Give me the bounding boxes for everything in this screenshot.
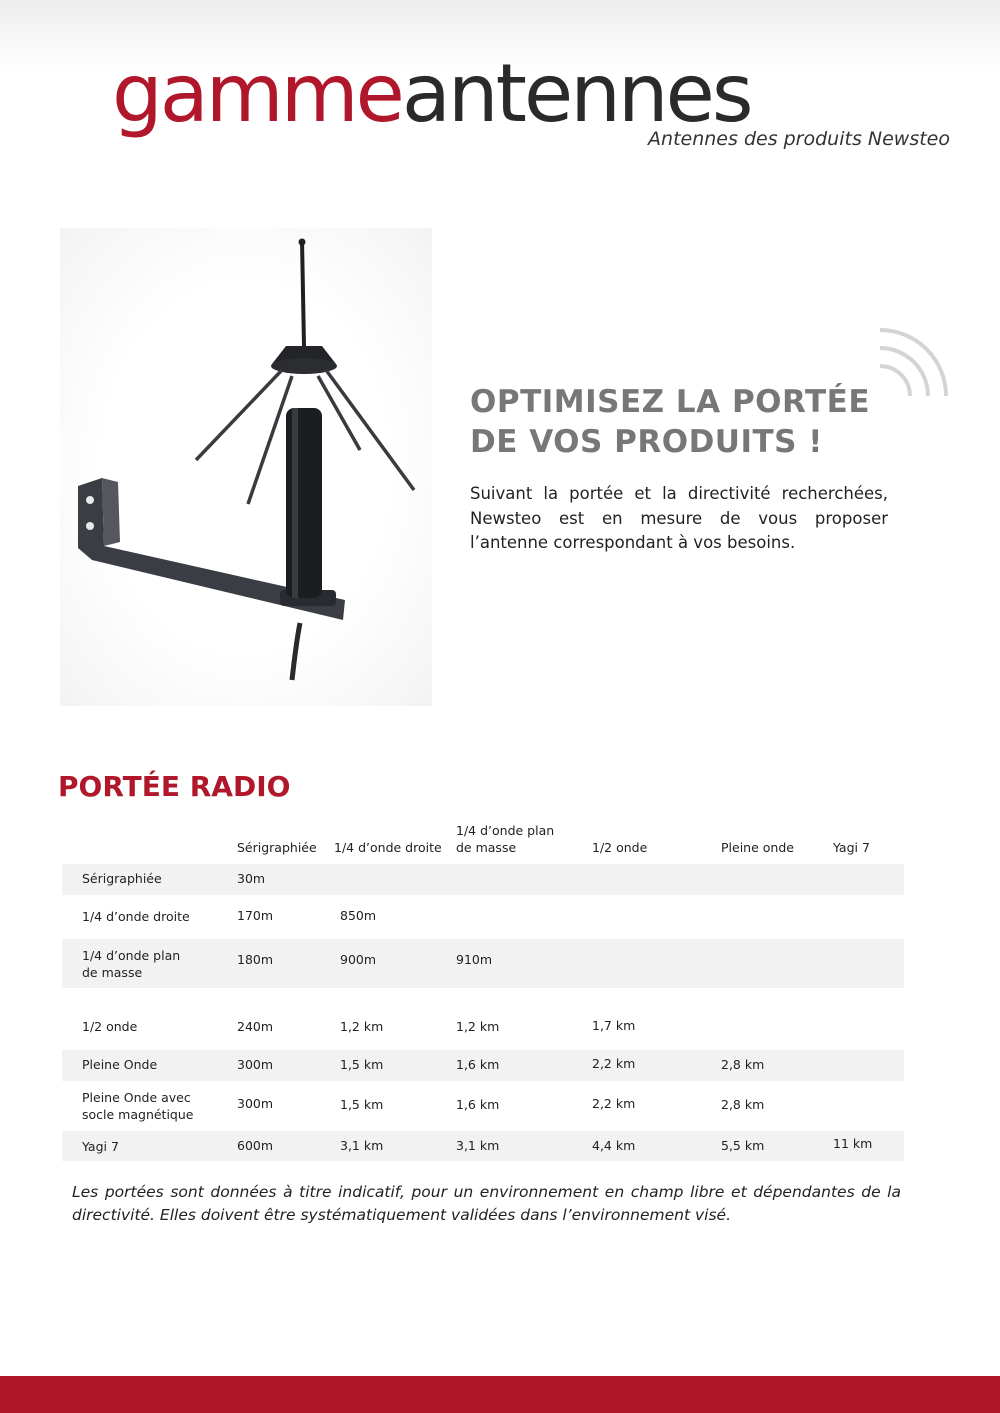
row-label: Sérigraphiée: [82, 871, 162, 886]
disclaimer-note: Les portées sont données à titre indicatif, pour un environnement en champ libre et dépendantes de la directivité. Elles doivent être systématiquement validées dans l’environnement visé.: [72, 1183, 901, 1224]
row-label: 1/4 d’onde droite: [82, 909, 190, 924]
table-cell: 1,7 km: [592, 1018, 636, 1033]
column-header: Yagi 7: [833, 840, 870, 855]
table-cell: 180m: [237, 952, 274, 967]
table-cell: 1,2 km: [456, 1019, 500, 1034]
table-cell: 850m: [340, 908, 377, 923]
signal-waves-icon: [872, 326, 952, 398]
whip-tip: [299, 239, 306, 246]
headline-line-2: DE VOS PRODUITS !: [470, 424, 823, 460]
table-cell: 1,5 km: [340, 1057, 384, 1072]
table-cell: 11 km: [833, 1136, 873, 1151]
column-header: 1/4 d’onde droite: [334, 840, 442, 855]
table-row: [62, 895, 904, 939]
antenna-cable: [292, 623, 300, 680]
logo-word-gamme: gamme: [112, 47, 402, 140]
table-cell: 4,4 km: [592, 1138, 636, 1153]
table-cell: 600m: [237, 1138, 274, 1153]
radial-right: [326, 370, 414, 490]
hero-headline: [470, 382, 870, 462]
table-header-row: [0, 816, 1000, 856]
antenna-mast: [286, 408, 322, 598]
column-header: 1/4 d’onde plan de masse: [456, 823, 555, 855]
footer-bar: [0, 1376, 1000, 1413]
row-label: Pleine Onde: [82, 1057, 158, 1072]
table-cell: 2,2 km: [592, 1096, 636, 1111]
headline-line-1: OPTIMISEZ LA PORTÉE: [470, 384, 870, 420]
bracket-hole-bottom: [86, 522, 94, 530]
table-cell: 1,2 km: [340, 1019, 384, 1034]
table-cell: 900m: [340, 952, 377, 967]
table-cell: 300m: [237, 1096, 274, 1111]
table-cell: 300m: [237, 1057, 274, 1072]
row-label: 1/2 onde: [82, 1019, 138, 1034]
table-cell: 3,1 km: [456, 1138, 500, 1153]
table-row: [62, 864, 904, 895]
table-row: [62, 939, 904, 988]
table-cell: 5,5 km: [721, 1138, 765, 1153]
radial-front-left: [248, 376, 292, 504]
section-title: PORTÉE RADIO: [58, 770, 291, 803]
table-cell: 910m: [456, 952, 493, 967]
bracket-edge: [102, 478, 120, 546]
page-subtitle: Antennes des produits Newsteo: [648, 128, 950, 150]
table-cell: 2,2 km: [592, 1056, 636, 1071]
table-cell: 1,6 km: [456, 1057, 500, 1072]
row-label: Pleine Onde avec socle magnétique: [82, 1090, 194, 1122]
antenna-whip: [302, 240, 304, 346]
table-row: [62, 1006, 904, 1050]
antenna-photo: [60, 228, 432, 706]
table-cell: 3,1 km: [340, 1138, 384, 1153]
column-header: Sérigraphiée: [237, 840, 317, 855]
column-header: 1/2 onde: [592, 840, 648, 855]
row-label: 1/4 d’onde plan de masse: [82, 948, 181, 980]
hero-intro: Suivant la portée et la directivité recherchées, Newsteo est en mesure de vous proposer l’antenne correspondant à vos besoins.: [470, 484, 888, 552]
table-cell: 1,5 km: [340, 1097, 384, 1112]
column-header: Pleine onde: [721, 840, 794, 855]
bracket-hole-top: [86, 496, 94, 504]
table-row: [62, 1050, 904, 1081]
table-row: [62, 1131, 904, 1161]
table-cell: 2,8 km: [721, 1097, 765, 1112]
mast-highlight: [292, 408, 298, 598]
table-cell: 170m: [237, 908, 274, 923]
table-cell: 2,8 km: [721, 1057, 765, 1072]
table-row: [62, 1081, 904, 1131]
table-cell: 1,6 km: [456, 1097, 500, 1112]
table-cell: 30m: [237, 871, 266, 886]
table-cell: 240m: [237, 1019, 274, 1034]
brand-logo: [112, 47, 751, 140]
antenna-illustration: [60, 228, 432, 706]
row-label: Yagi 7: [82, 1139, 119, 1154]
logo-word-antennes: antennes: [401, 47, 751, 140]
